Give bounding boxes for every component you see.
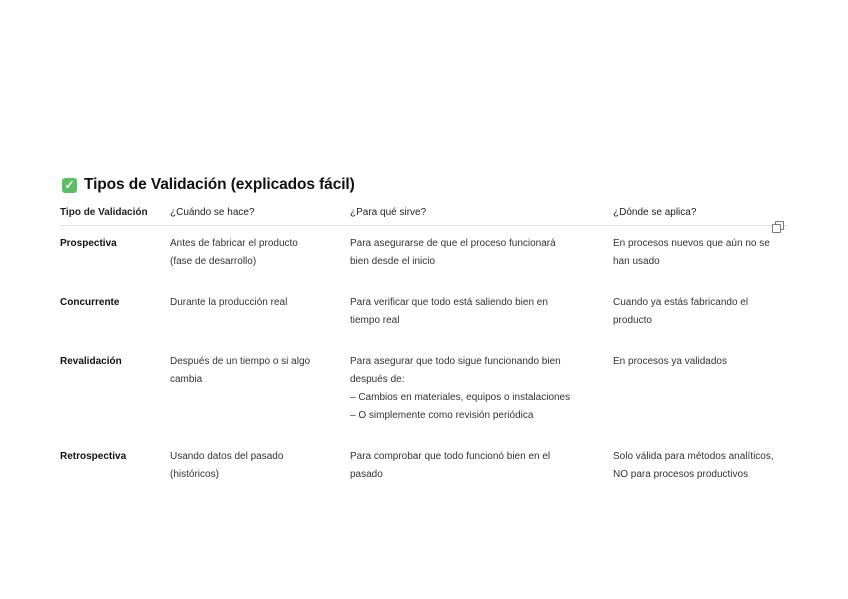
cell-line: Para asegurar que todo sigue funcionando bien <box>350 356 561 367</box>
cell-where <box>613 285 788 344</box>
cell-line: Para asegurarse de que el proceso funcionará <box>350 238 556 249</box>
cell-line: pasado <box>350 469 383 480</box>
cell-line: – O simplemente como revisión periódica <box>350 410 534 421</box>
cell-line: producto <box>613 315 652 326</box>
cell-when <box>170 344 350 439</box>
header-where <box>613 207 788 226</box>
cell-line: Durante la producción real <box>170 297 288 308</box>
header-where-label: ¿Dónde se aplica? <box>613 207 697 218</box>
cell-line: (históricos) <box>170 469 219 480</box>
validation-table <box>60 207 788 498</box>
cell-type: Retrospectiva <box>60 451 127 462</box>
cell-purpose <box>350 285 613 344</box>
header-purpose: ¿Para qué sirve? <box>350 207 613 226</box>
cell-when <box>170 285 350 344</box>
cell-line: tiempo real <box>350 315 400 326</box>
copy-icon[interactable] <box>772 221 782 231</box>
cell-line: Usando datos del pasado <box>170 451 284 462</box>
check-mark-icon: ✓ <box>62 178 77 193</box>
section-title: Tipos de Validación (explicados fácil) <box>84 176 355 193</box>
cell-type: Concurrente <box>60 297 120 308</box>
cell-line: han usado <box>613 256 660 267</box>
cell-where <box>613 226 788 286</box>
section-heading <box>62 176 355 194</box>
cell-purpose <box>350 344 613 439</box>
cell-line: Solo válida para métodos analíticos, <box>613 451 774 462</box>
cell-line: – Cambios en materiales, equipos o instalaciones <box>350 392 571 403</box>
cell-where <box>613 439 788 498</box>
cell-line: En procesos nuevos que aún no se <box>613 238 770 249</box>
cell-line: cambia <box>170 374 203 385</box>
table-row <box>60 285 788 344</box>
cell-line: bien desde el inicio <box>350 256 436 267</box>
cell-line: después de: <box>350 374 405 385</box>
cell-line: En procesos ya validados <box>613 356 727 367</box>
table-row <box>60 226 788 286</box>
cell-type: Revalidación <box>60 356 122 367</box>
cell-when <box>170 226 350 286</box>
table-row <box>60 439 788 498</box>
cell-where <box>613 344 788 439</box>
cell-line: Después de un tiempo o si algo <box>170 356 311 367</box>
table-header-row <box>60 207 788 226</box>
cell-purpose <box>350 226 613 286</box>
cell-line: Cuando ya estás fabricando el <box>613 297 749 308</box>
cell-line: NO para procesos productivos <box>613 469 749 480</box>
cell-line: (fase de desarrollo) <box>170 256 257 267</box>
header-when: ¿Cuándo se hace? <box>170 207 350 226</box>
table-row <box>60 344 788 439</box>
cell-line: Para verificar que todo está saliendo bien en <box>350 297 548 308</box>
cell-type: Prospectiva <box>60 238 117 249</box>
cell-line: Antes de fabricar el producto <box>170 238 298 249</box>
header-type: Tipo de Validación <box>60 207 170 226</box>
cell-line: Para comprobar que todo funcionó bien en el <box>350 451 551 462</box>
cell-purpose <box>350 439 613 498</box>
cell-when <box>170 439 350 498</box>
